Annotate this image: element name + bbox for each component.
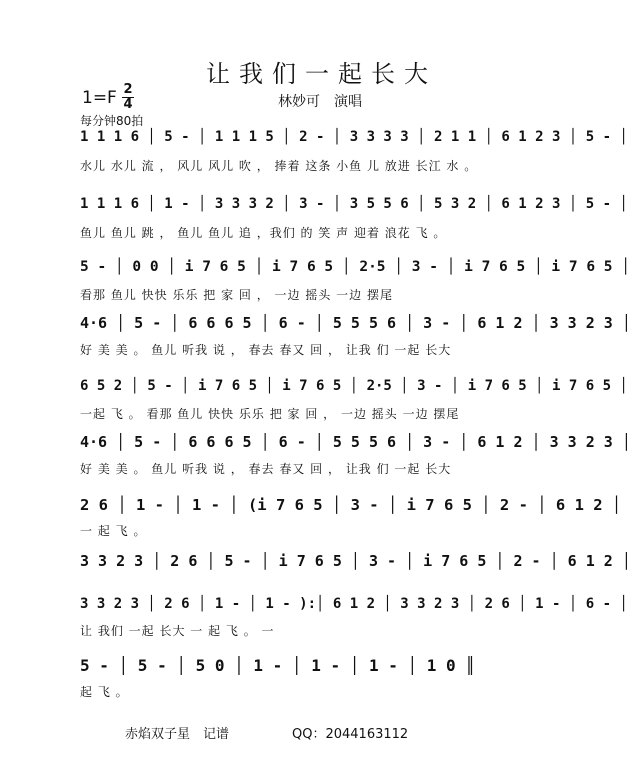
key-signature: 1=F (82, 88, 117, 108)
contact-qq: QQ：2044163112 (292, 727, 409, 742)
notation-row-8: 3 3 2 3 │ 2 6 │ 5 - │ i 7 6 5 │ 3 - │ i 7 6 5 │ 2 - │ 6 1 2 │ (80, 552, 631, 570)
tempo-marking: 每分钟80拍 (80, 114, 144, 128)
lyrics-row-6: 好 美 美 。 鱼儿 听我 说 ， 春去 春又 回 ， 让我 们 一起 长大 (80, 462, 452, 476)
lyrics-row-4: 好 美 美 。 鱼儿 听我 说 ， 春去 春又 回 ， 让我 们 一起 长大 (80, 343, 452, 357)
time-signature (122, 84, 134, 111)
lyrics-row-9: 让 我们 一起 长大 一 起 飞 。 一 (80, 624, 275, 638)
singer-credit: 林妙可 演唱 (278, 94, 362, 110)
notation-row-1: 1 1 1 6 │ 5 - │ 1 1 1 5 │ 2 - │ 3 3 3 3 │ 2 1 1 │ 6 1 2 3 │ 5 - │ (80, 129, 628, 145)
time-signature-top: 2 (123, 82, 133, 97)
notation-row-4: 4·6 │ 5 - │ 6 6 6 5 │ 6 - │ 5 5 5 6 │ 3 - │ 6 1 2 │ 3 3 2 3 │ (80, 314, 631, 332)
lyrics-row-10: 起 飞 。 (80, 685, 129, 699)
notation-row-9: 3 3 2 3 │ 2 6 │ 1 - │ 1 - ):│ 6 1 2 │ 3 3 2 3 │ 2 6 │ 1 - │ 6 - │ (80, 596, 628, 612)
notation-row-5: 6 5 2 │ 5 - │ i 7 6 5 │ i 7 6 5 │ 2·5 │ 3 - │ i 7 6 5 │ i 7 6 5 │ (80, 378, 628, 394)
transcriber-credit: 赤焰双子星 记谱 (125, 727, 230, 742)
time-signature-bottom: 4 (123, 97, 133, 112)
lyrics-row-7: 一 起 飞 。 (80, 524, 147, 538)
lyrics-row-1: 水儿 水儿 流 ， 风儿 风儿 吹 ， 捧着 这条 小鱼 儿 放进 长江 水 。 (80, 159, 478, 173)
notation-row-2: 1 1 1 6 │ 1 - │ 3 3 3 2 │ 3 - │ 3 5 5 6 │ 5 3 2 │ 6 1 2 3 │ 5 - │ (80, 196, 628, 212)
notation-row-3: 5 - │ 0 0 │ i 7 6 5 │ i 7 6 5 │ 2·5 │ 3 - │ i 7 6 5 │ i 7 6 5 │ (80, 259, 630, 275)
lyrics-row-3: 看那 鱼儿 快快 乐乐 把 家 回 ， 一边 摇头 一边 摆尾 (80, 288, 393, 302)
notation-row-10: 5 - │ 5 - │ 5 0 │ 1 - │ 1 - │ 1 - │ 1 0 ║ (80, 656, 475, 675)
lyrics-row-5: 一起 飞 。 看那 鱼儿 快快 乐乐 把 家 回 ， 一边 摇头 一边 摆尾 (80, 407, 460, 421)
song-title: 让我们一起长大 (206, 60, 437, 88)
lyrics-row-2: 鱼儿 鱼儿 跳 ， 鱼儿 鱼儿 追 ，我们 的 笑 声 迎着 浪花 飞 。 (80, 226, 447, 240)
notation-row-6: 4·6 │ 5 - │ 6 6 6 5 │ 6 - │ 5 5 5 6 │ 3 - │ 6 1 2 │ 3 3 2 3 │ (80, 433, 631, 451)
notation-row-7: 2 6 │ 1 - │ 1 - │ (i 7 6 5 │ 3 - │ i 7 6 5 │ 2 - │ 6 1 2 │ (80, 496, 622, 514)
